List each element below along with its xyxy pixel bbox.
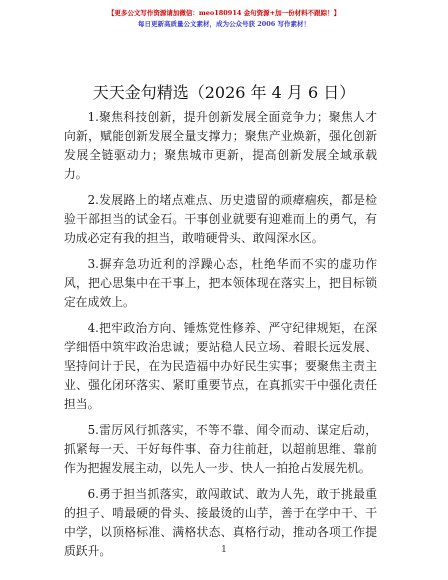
paragraph-2: 2.发展路上的堵点难点、历史遗留的顽瘴痼疾，都是检验干部担当的试金石。干事创业就要有迎难而上的勇气，有功成必定有我的担当，敢啃硬骨头、敢闯深水区。 bbox=[64, 193, 377, 245]
paragraph-6: 6.勇于担当抓落实，敢闯敢试、敢为人先，敢于挑最重的担子、啃最硬的骨头、接最烫的山芋，善于在学中干、干中学，以顶格标准、满格状态、真格行动，推动各项工作提质跃升。 bbox=[64, 487, 377, 558]
promo-line-2: 每日更新高质量公文素材，成为公众号获 2006 写作素材！ bbox=[137, 20, 311, 28]
promo-banner bbox=[0, 8, 448, 30]
paragraph-3: 3.摒弃急功近利的浮躁心态，杜绝华而不实的虚功作风，把心思集中在干事上，把本领体现在落实上，把目标锁定在成效上。 bbox=[64, 257, 377, 309]
page-number: 1 bbox=[221, 545, 227, 555]
document-title: 天天金句精选（2026 年 4 月 6 日） bbox=[92, 83, 356, 102]
paragraph-4: 4.把牢政治方向、锤炼党性修养、严守纪律规矩，在深学细悟中筑牢政治忠诚；要站稳人民立场、着眼长远发展、坚持问计于民，在为民造福中办好民生实事；要聚焦主责主业、强化闭环落实、紧盯重要节点，在真抓实干中强化责任担当。 bbox=[64, 321, 377, 411]
promo-line-1: 【更多公文写作资源请加微信：meo180914 金句资源+加一份材料不跟踪！】 bbox=[107, 9, 341, 17]
document-body bbox=[64, 108, 377, 568]
paragraph-5: 5.雷厉风行抓落实，不等不靠、闻令而动、谋定后动，抓紧每一天、干好每件事、奋力往前赶，以超前思维、靠前作为把握发展主动，以先人一步、快人一拍抢占发展先机。 bbox=[64, 423, 377, 475]
paragraph-1: 1.聚焦科技创新，提升创新发展全面竞争力；聚焦人才向新，赋能创新发展全量支撑力；聚焦产业焕新，强化创新发展全链驱动力；聚焦城市更新，提高创新发展全域承载力。 bbox=[64, 110, 377, 181]
